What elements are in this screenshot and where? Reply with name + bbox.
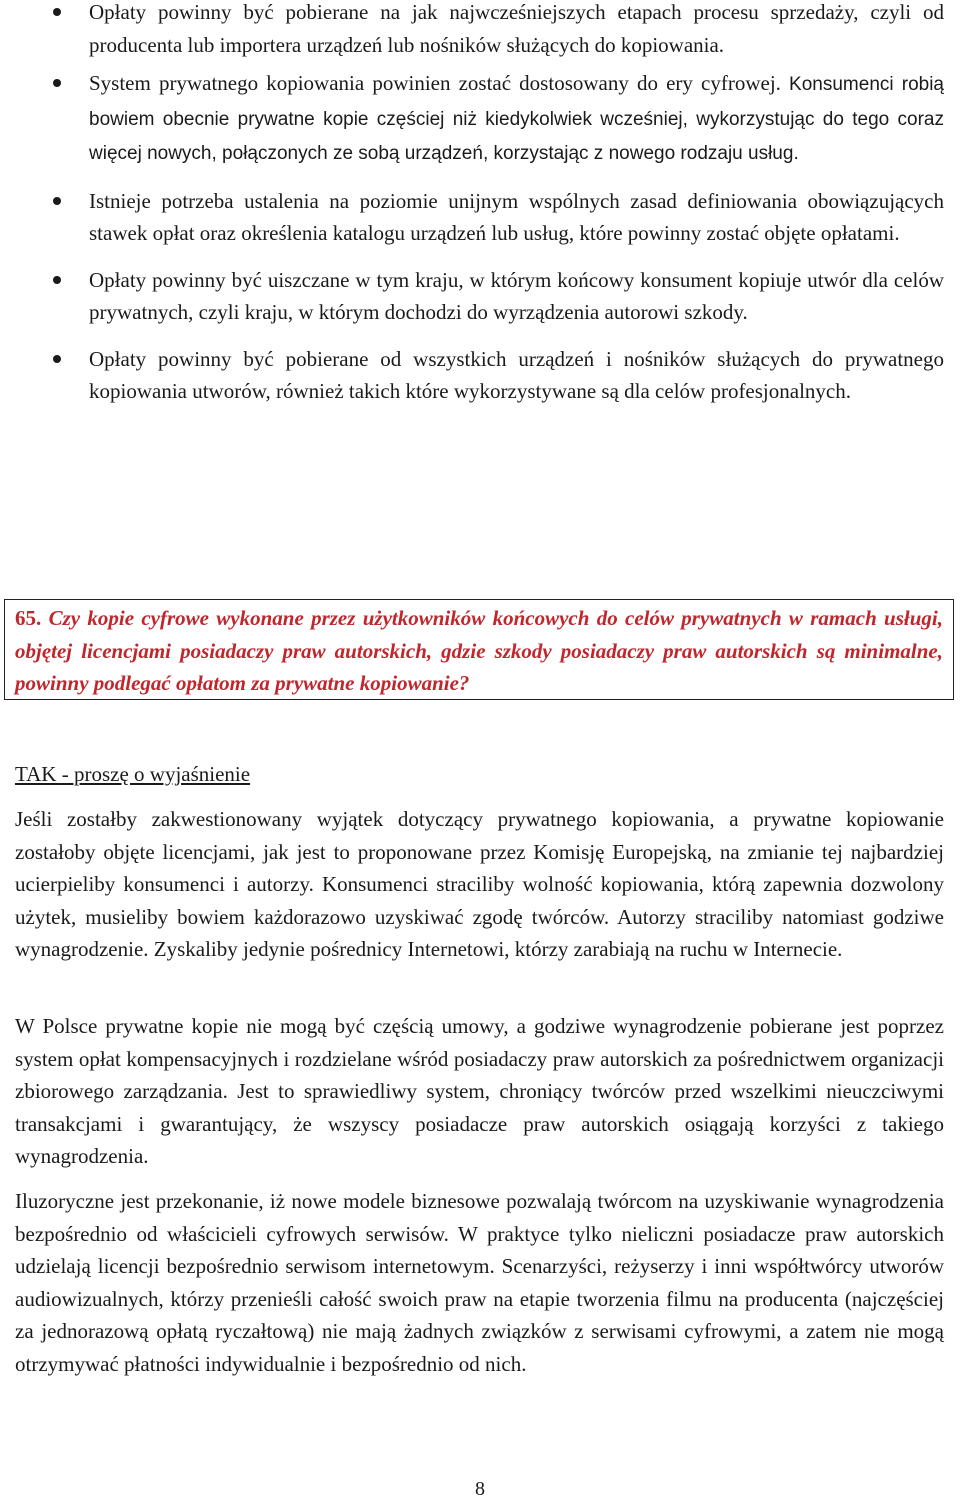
bullet-item <box>0 264 960 329</box>
question-number: 65. <box>15 606 42 630</box>
question-box <box>4 599 954 700</box>
bullet-text: Opłaty powinny być uiszczane w tym kraju, w którym końcowy konsument kopiuje utwór dla celów prywatnych, czyli kraju, w którym dochodzi do wyrządzenia autorowi szkody. <box>89 267 944 324</box>
bullet-item <box>0 67 960 171</box>
question-text: Czy kopie cyfrowe wykonane przez użytkowników końcowych do celów prywatnych w ramach usługi, objętej licencjami posiadaczy praw autorskich, gdzie szkody posiadaczy praw autorskich są minimalne, powinny podlegać opłatom za prywatne kopiowanie? <box>15 606 944 695</box>
bullet-dot-icon <box>53 79 61 87</box>
bullet-text: Opłaty powinny być pobierane od wszystkich urządzeń i nośników służących do prywatnego kopiowania utworów, również takich które wykorzystywane są dla celów profesjonalnych. <box>89 346 944 403</box>
bullet-item <box>0 343 960 408</box>
bullet-text: Opłaty powinny być pobierane na jak najwcześniejszych etapach procesu sprzedaży, czyli od producenta lub importera urządzeń lub nośników służących do kopiowania. <box>89 0 944 57</box>
bullet-text: Istnieje potrzeba ustalenia na poziomie unijnym wspólnych zasad definiowania obowiązujących stawek opłat oraz określenia katalogu urządzeń lub usług, które powinny zostać objęte opłatami. <box>89 188 944 245</box>
bullet-text-sans: Konsumenci robią bowiem obecnie prywatne kopie częściej niż kiedykolwiek wcześniej, wykorzystując do tego coraz więcej nowych, połączonych ze sobą urządzeń, korzystając z nowego rodzaju usług. <box>89 74 945 164</box>
bullet-dot-icon <box>53 197 61 205</box>
answer-paragraph: W Polsce prywatne kopie nie mogą być częścią umowy, a godziwe wynagrodzenie pobierane jest poprzez system opłat kompensacyjnych i rozdzielane wśród posiadaczy praw autorskich za pośrednictwem organizacji zbiorowego zarządzania. Jest to sprawiedliwy system, chroniący twórców przed wszelkimi nieuczciwymi transakcjami i gwarantujący, że wszyscy posiadacze praw autorskich osiągają korzyści z takiego wynagrodzenia. <box>15 1014 944 1168</box>
bullet-item <box>0 185 960 250</box>
bullet-text: System prywatnego kopiowania powinien zostać dostosowany do ery cyfrowej. <box>89 71 781 95</box>
bullet-dot-icon <box>53 8 61 16</box>
answer-label: TAK - proszę o wyjaśnienie <box>15 762 251 786</box>
bullet-dot-icon <box>53 276 61 284</box>
bullet-list <box>0 0 960 422</box>
bullet-item <box>0 0 960 61</box>
answer-paragraph: Jeśli zostałby zakwestionowany wyjątek dotyczący prywatnego kopiowania, a prywatne kopiowanie zostałoby objęte licencjami, jak jest to proponowane przez Komisję Europejską, na zmianie tej najbardziej ucierpieliby konsumenci i autorzy. Konsumenci straciliby wolność kopiowania, którą zapewnia dozwolony użytek, musieliby bowiem każdorazowo uzyskiwać zgodę twórców. Autorzy straciliby natomiast godziwe wynagrodzenie. Zyskaliby jedynie pośrednicy Internetowi, którzy zarabiają na ruchu w Internecie. <box>15 807 944 961</box>
answer-paragraph: Iluzoryczne jest przekonanie, iż nowe modele biznesowe pozwalają twórcom na uzyskiwanie wynagrodzenia bezpośrednio od właścicieli cyfrowych serwisów. W praktyce tylko nieliczni posiadacze praw autorskich udzielają licencji bezpośrednio serwisom internetowym. Scenarzyści, reżyserzy i inni współtwórcy utworów audiowizualnych, którzy przenieśli całość swoich praw na etapie tworzenia filmu na producenta (najczęściej za jednorazową opłatą ryczałtową) nie mają żadnych związków z serwisami cyfrowymi, a zatem nie mogą otrzymywać płatności indywidualnie i bezpośrednio od nich. <box>15 1189 944 1376</box>
bullet-dot-icon <box>53 355 61 363</box>
page-number: 8 <box>475 1478 485 1500</box>
